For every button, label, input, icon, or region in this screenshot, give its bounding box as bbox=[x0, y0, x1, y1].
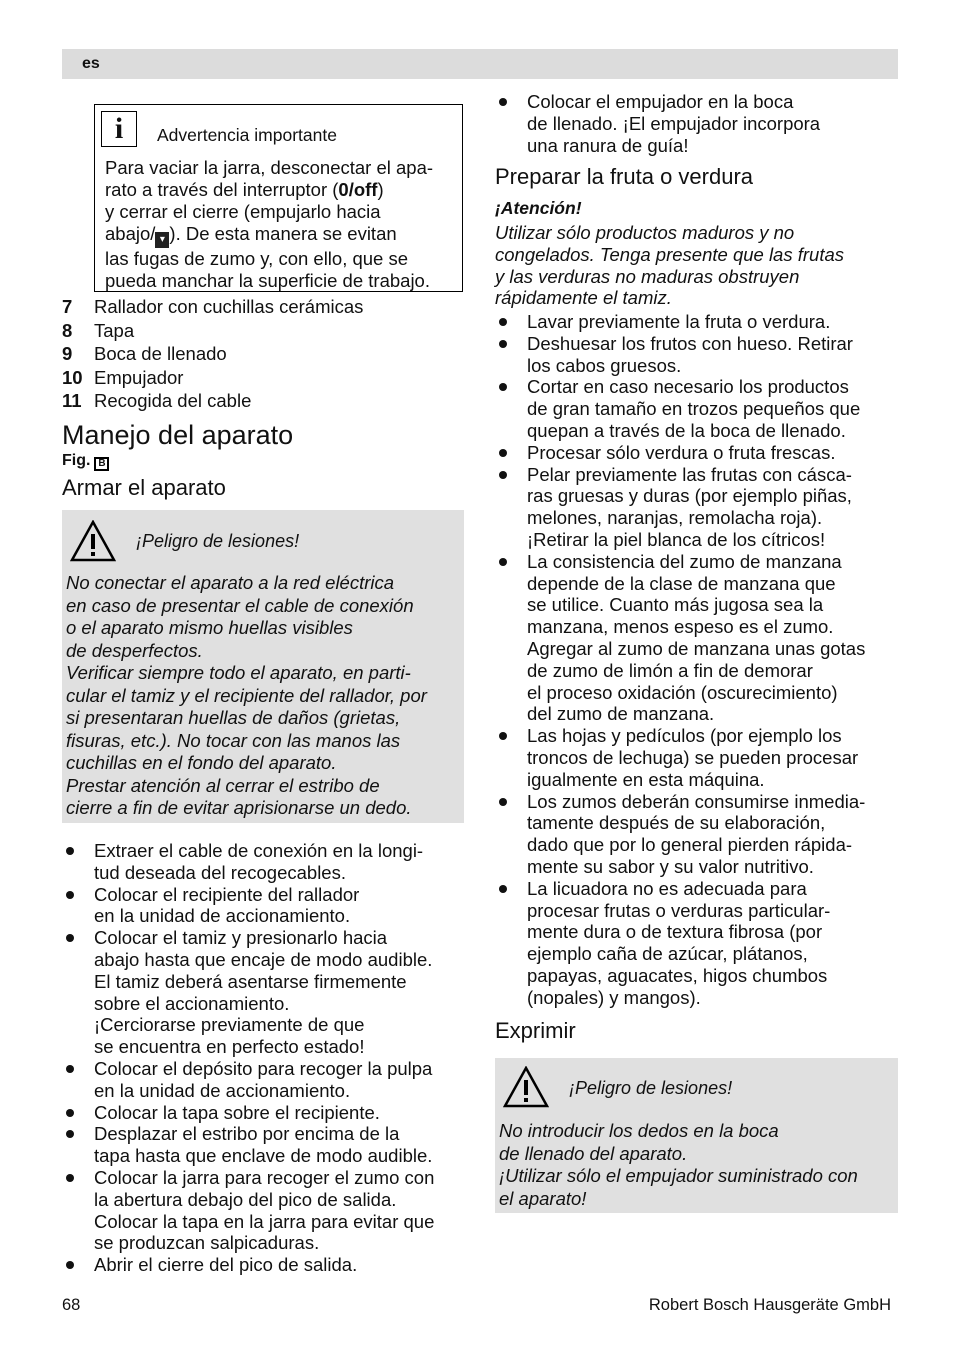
part-label: Empujador bbox=[94, 366, 184, 388]
list-item-line: ejemplo caña de azúcar, plátanos, bbox=[527, 943, 808, 965]
text-line: de desperfectos. bbox=[66, 639, 203, 661]
warning-triangle-icon bbox=[70, 520, 116, 562]
list-item-line: Deshuesar los frutos con hueso. Retirar bbox=[527, 332, 853, 354]
text-line: fisuras, etc.). No tocar con las manos las bbox=[66, 729, 401, 751]
list-item bbox=[495, 791, 905, 878]
list-item-line: de gran tamaño en trozos pequeños que bbox=[527, 398, 861, 420]
list-item-line: Abrir el cierre del pico de salida. bbox=[94, 1254, 358, 1276]
list-item-line: Colocar el empujador en la boca bbox=[527, 91, 794, 112]
list-item bbox=[495, 442, 905, 464]
attention-label: ¡Atención! bbox=[495, 198, 582, 218]
list-item-line: Procesar sólo verdura o fruta frescas. bbox=[527, 441, 836, 463]
list-item bbox=[62, 884, 467, 928]
list-item-line: El tamiz deberá asentarse firmemente bbox=[94, 970, 407, 992]
prepare-heading: Preparar la fruta o verdura bbox=[495, 164, 754, 189]
part-number: 10 bbox=[62, 366, 83, 388]
list-item-line: sobre el accionamiento. bbox=[94, 992, 290, 1014]
list-item bbox=[62, 1058, 467, 1102]
text-line: cular el tamiz y el recipiente del rallador, por bbox=[66, 684, 427, 706]
list-item bbox=[495, 376, 905, 441]
parts-list-item bbox=[62, 390, 363, 414]
note-line: pueda manchar la superficie de trabajo. bbox=[105, 270, 430, 291]
list-item-line: melones, naranjas, remolacha roja). bbox=[527, 507, 823, 529]
list-item-line: Las hojas y pedículos (por ejemplo los bbox=[527, 725, 842, 747]
text-line: en caso de presentar el cable de conexión bbox=[66, 594, 414, 616]
list-item bbox=[495, 464, 905, 551]
assemble-steps-list bbox=[62, 840, 467, 1276]
note-line bbox=[105, 179, 460, 201]
warning-title: ¡Peligro de lesiones! bbox=[136, 531, 300, 551]
note-line bbox=[105, 223, 460, 248]
list-item-line: Colocar el recipiente del rallador bbox=[94, 883, 360, 905]
list-item bbox=[495, 311, 905, 333]
list-item-line: Desplazar el estribo por encima de la bbox=[94, 1123, 400, 1145]
list-item-line: La licuadora no es adecuada para bbox=[527, 877, 807, 899]
text-line: si presentaran huellas de daños (grietas, bbox=[66, 707, 401, 728]
part-label: Rallador con cuchillas cerámicas bbox=[94, 296, 364, 317]
note-text-part: rato a través del interruptor ( bbox=[105, 179, 339, 200]
list-item-line: quepan a través de la boca de llenado. bbox=[527, 419, 846, 441]
squeeze-heading: Exprimir bbox=[495, 1018, 576, 1043]
note-text-part: ). De esta manera se evitan bbox=[169, 223, 397, 244]
text-line: el aparato! bbox=[499, 1187, 587, 1209]
list-item-line: de zumo de limón a fin de demorar bbox=[527, 659, 813, 681]
list-item bbox=[62, 1102, 467, 1124]
note-text bbox=[105, 157, 460, 292]
note-title: Advertencia importante bbox=[157, 125, 337, 145]
list-item-line: dado que por lo general pierden rápida- bbox=[527, 834, 853, 856]
list-item-line: mente dura o de textura fibrosa (por bbox=[527, 921, 823, 943]
text-line: y las verduras no maduras obstruyen bbox=[495, 265, 800, 287]
text-line: rápidamente el tamiz. bbox=[495, 287, 672, 309]
text-line: de llenado del aparato. bbox=[499, 1142, 688, 1164]
fig-label: Fig. bbox=[62, 452, 91, 469]
list-item-line: Colocar la jarra para recoger el zumo con bbox=[94, 1166, 435, 1188]
warning-text bbox=[499, 1120, 858, 1210]
warning-text bbox=[66, 572, 427, 820]
important-note-box bbox=[94, 104, 463, 292]
text-line: congelados. Tenga presente que las frutas bbox=[495, 243, 845, 265]
assemble-heading: Armar el aparato bbox=[62, 475, 226, 500]
list-item-line: se produzcan salpicaduras. bbox=[94, 1232, 320, 1254]
parts-list-item bbox=[62, 296, 363, 320]
list-item-line: Los zumos deberán consumirse inmedia- bbox=[527, 790, 866, 812]
list-item-line: manzana, menos espeso es el zumo. bbox=[527, 616, 834, 638]
pusher-step-list bbox=[495, 91, 900, 156]
text-line: Verificar siempre todo el aparato, en parti- bbox=[66, 662, 411, 683]
list-item-line: tamente después de su elaboración, bbox=[527, 812, 826, 834]
list-item-line: tud deseada del recogecables. bbox=[94, 861, 346, 883]
note-line: las fugas de zumo y, con ello, que se bbox=[105, 248, 409, 269]
list-item-line: la abertura debajo del pico de salida. bbox=[94, 1188, 397, 1210]
part-number: 9 bbox=[62, 343, 73, 365]
list-item-line: abajo hasta que encaje de modo audible. bbox=[94, 948, 433, 970]
text-line: No introducir los dedos en la boca bbox=[499, 1120, 779, 1141]
list-item bbox=[62, 1254, 467, 1276]
lock-closed-icon: ▾ bbox=[155, 232, 169, 248]
prepare-steps-list bbox=[495, 311, 905, 1009]
attention-text bbox=[495, 222, 844, 309]
parts-list bbox=[62, 296, 363, 414]
list-item-line: se encuentra en perfecto estado! bbox=[94, 1036, 365, 1058]
list-item-line: procesar frutas o verduras particular- bbox=[527, 899, 831, 921]
list-item-line: Cortar en caso necesario los productos bbox=[527, 376, 849, 398]
footer-company: Robert Bosch Hausgeräte GmbH bbox=[648, 1296, 891, 1314]
list-item bbox=[62, 1167, 467, 1254]
text-line: No conectar el aparato a la red eléctrica bbox=[66, 572, 395, 593]
list-item-line: igualmente en esta máquina. bbox=[527, 768, 765, 790]
list-item-line: en la unidad de accionamiento. bbox=[94, 905, 351, 927]
parts-list-item bbox=[62, 367, 363, 391]
list-item-line: se utilice. Cuanto más jugosa sea la bbox=[527, 594, 824, 616]
list-item-line: en la unidad de accionamiento. bbox=[94, 1079, 351, 1101]
list-item-line: depende de la clase de manzana que bbox=[527, 572, 836, 594]
warning-title: ¡Peligro de lesiones! bbox=[569, 1078, 733, 1098]
list-item bbox=[495, 878, 905, 1009]
switch-label: 0/off bbox=[338, 179, 378, 200]
squeeze-warning-box bbox=[495, 1058, 898, 1213]
list-item-line: papayas, aguacates, higos chumbos bbox=[527, 964, 828, 986]
list-item-line: Extraer el cable de conexión en la longi- bbox=[94, 840, 424, 861]
list-item-line: ras gruesas y duras (por ejemplo piñas, bbox=[527, 485, 852, 507]
list-item-line: ¡Retirar la piel blanca de los cítricos! bbox=[527, 528, 826, 550]
section-title: Manejo del aparato bbox=[62, 420, 294, 450]
info-icon: i bbox=[101, 111, 137, 147]
part-number: 8 bbox=[62, 319, 73, 341]
injury-warning-box bbox=[62, 510, 464, 823]
note-text-part: ) bbox=[377, 179, 384, 200]
warning-triangle-icon bbox=[503, 1066, 549, 1108]
part-label: Tapa bbox=[94, 319, 135, 341]
list-item-line: ¡Cerciorarse previamente de que bbox=[94, 1014, 365, 1036]
list-item-line: del zumo de manzana. bbox=[527, 703, 715, 725]
list-item-line: los cabos gruesos. bbox=[527, 354, 682, 376]
list-item-line: tapa hasta que enclave de modo audible. bbox=[94, 1145, 433, 1167]
list-item bbox=[62, 840, 467, 884]
list-item-line: (nopales) y mangos). bbox=[527, 986, 701, 1008]
list-item-line: Colocar el depósito para recoger la pulpa bbox=[94, 1057, 433, 1079]
list-item bbox=[495, 91, 900, 156]
part-label: Boca de llenado bbox=[94, 343, 227, 365]
text-line: Utilizar sólo productos maduros y no bbox=[495, 222, 795, 243]
list-item-line: el proceso oxidación (oscurecimiento) bbox=[527, 681, 838, 703]
part-number: 7 bbox=[62, 296, 73, 317]
part-label: Recogida del cable bbox=[94, 390, 252, 412]
list-item-line: de llenado. ¡El empujador incorpora bbox=[527, 112, 821, 134]
page-number: 68 bbox=[62, 1296, 81, 1314]
list-item-line: Colocar la tapa sobre el recipiente. bbox=[94, 1101, 380, 1123]
list-item bbox=[495, 725, 905, 790]
fig-ref-box: B bbox=[94, 457, 109, 471]
note-line: Para vaciar la jarra, desconectar el apa- bbox=[105, 157, 434, 178]
list-item bbox=[62, 1123, 467, 1167]
list-item bbox=[495, 333, 905, 377]
language-header-bar bbox=[62, 49, 898, 79]
list-item bbox=[62, 927, 467, 1058]
list-item-line: La consistencia del zumo de manzana bbox=[527, 550, 842, 572]
list-item-line: troncos de lechuga) se pueden procesar bbox=[527, 746, 859, 768]
note-text-part: abajo/ bbox=[105, 223, 156, 244]
language-code: es bbox=[82, 55, 100, 72]
list-item-line: Pelar previamente las frutas con cásca- bbox=[527, 463, 852, 485]
parts-list-item bbox=[62, 343, 363, 367]
list-item-line: Agregar al zumo de manzana unas gotas bbox=[527, 637, 866, 659]
list-item-line: Lavar previamente la fruta o verdura. bbox=[527, 311, 831, 332]
text-line: cuchillas en el fondo del aparato. bbox=[66, 752, 337, 773]
text-line: o el aparato mismo huellas visibles bbox=[66, 617, 353, 638]
note-line: y cerrar el cierre (empujarlo hacia bbox=[105, 201, 381, 222]
list-item-line: Colocar la tapa en la jarra para evitar que bbox=[94, 1210, 435, 1232]
list-item-line: una ranura de guía! bbox=[527, 134, 689, 156]
text-line: Prestar atención al cerrar el estribo de bbox=[66, 774, 380, 796]
part-number: 11 bbox=[62, 390, 82, 412]
text-line: ¡Utilizar sólo el empujador suministrado con bbox=[499, 1165, 858, 1186]
list-item bbox=[495, 551, 905, 725]
figure-reference bbox=[62, 452, 109, 471]
list-item-line: mente su sabor y su valor nutritivo. bbox=[527, 855, 814, 877]
list-item-line: Colocar el tamiz y presionarlo hacia bbox=[94, 927, 388, 949]
parts-list-item bbox=[62, 320, 363, 344]
text-line: cierre a fin de evitar aprisionarse un dedo. bbox=[66, 797, 412, 818]
